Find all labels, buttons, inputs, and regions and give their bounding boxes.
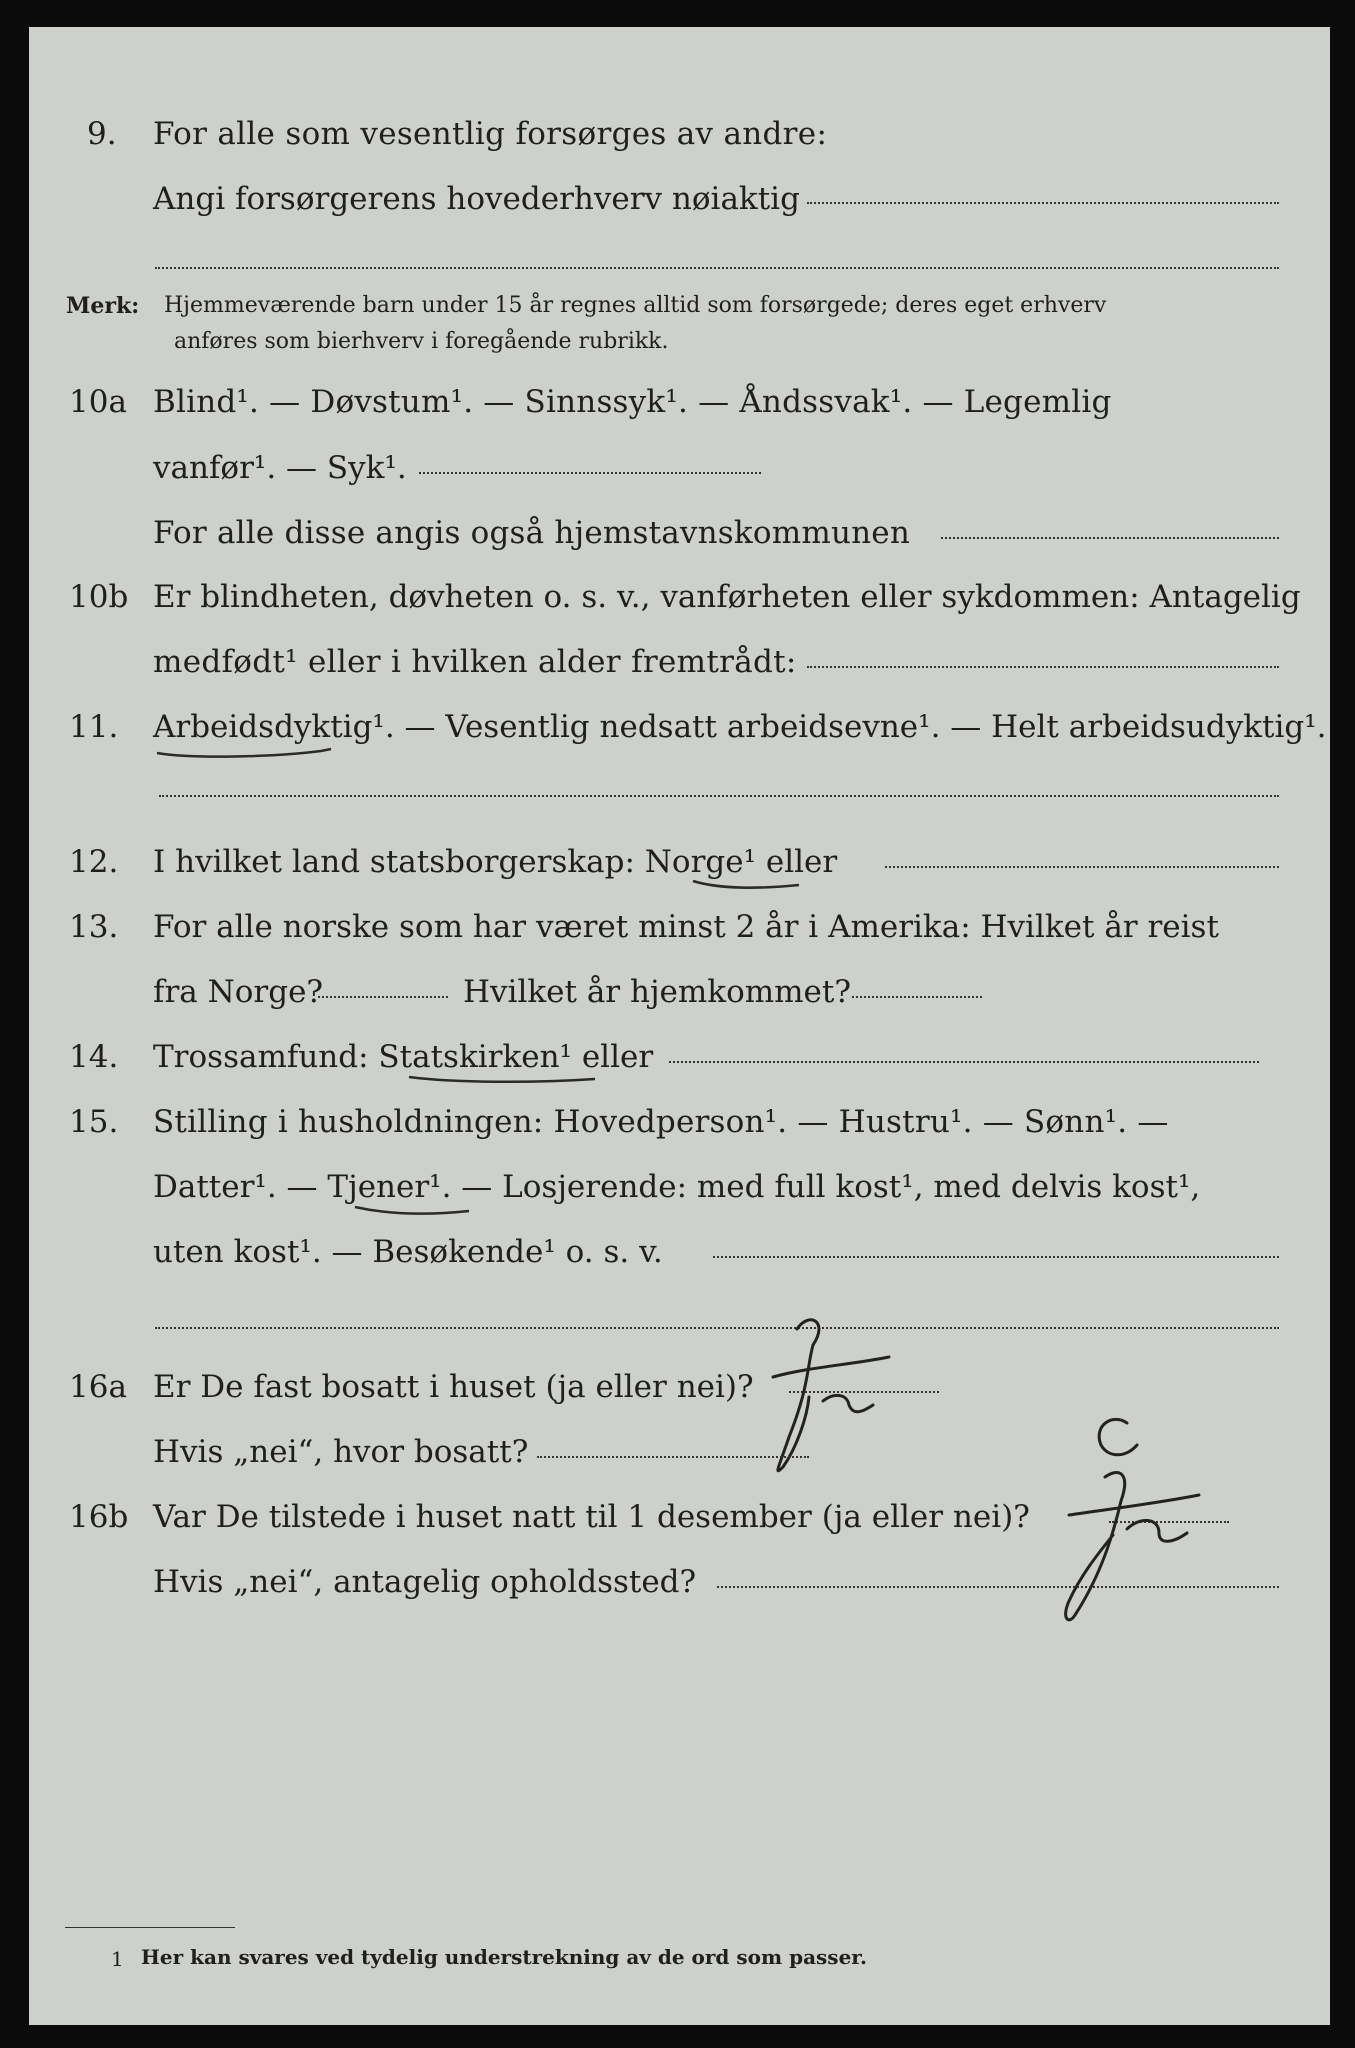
q16b-number: 16b: [69, 1499, 129, 1535]
q12-answer-line[interactable]: [885, 866, 1279, 868]
q9-line2: Angi forsørgerens hovederhverv nøiaktig: [153, 181, 800, 217]
footnote-mark: 1: [111, 1947, 124, 1971]
q13-line1: For alle norske som har været minst 2 år i Amerika: Hvilket år reist: [153, 909, 1219, 945]
q13-reist-answer-line[interactable]: [318, 996, 448, 998]
q10a-kommune-answer-line[interactable]: [941, 537, 1279, 539]
q16b-line2: Hvis „nei“, antagelig opholdssted?: [153, 1564, 697, 1600]
merk-line1: Hjemmeværende barn under 15 år regnes alltid som forsørgede; deres eget erhverv: [164, 293, 1107, 318]
q9-line1: For alle som vesentlig forsørges av andre:: [153, 116, 828, 152]
q16a-line1: Er De fast bosatt i huset (ja eller nei)?: [153, 1369, 754, 1405]
q16a-bosatt-answer-line[interactable]: [537, 1456, 809, 1458]
q11-answer-line[interactable]: [159, 795, 1279, 797]
q15-answer-line-2[interactable]: [155, 1327, 1279, 1329]
q12-underline-stroke: [689, 873, 809, 895]
q14-number: 14.: [69, 1039, 119, 1075]
q15-line1: Stilling i husholdningen: Hovedperson¹. — Hustru¹. — Sønn¹. —: [153, 1104, 1169, 1140]
q15-line3: uten kost¹. — Besøkende¹ o. s. v.: [153, 1234, 663, 1270]
q15-number: 15.: [69, 1104, 119, 1140]
q13-line2a: fra Norge?: [153, 974, 324, 1010]
q16a-line2: Hvis „nei“, hvor bosatt?: [153, 1434, 529, 1470]
merk-label: Merk:: [66, 293, 140, 319]
q10b-line1: Er blindheten, døvheten o. s. v., vanførheten eller sykdommen: Antagelig: [153, 579, 1301, 615]
q12-number: 12.: [69, 844, 119, 880]
q10a-line1: Blind¹. — Døvstum¹. — Sinnssyk¹. — Åndssvak¹. — Legemlig: [153, 384, 1112, 420]
q11-number: 11.: [69, 709, 119, 745]
q12-line1: I hvilket land statsborgerskap: Norge¹ eller: [153, 844, 838, 880]
q10b-number: 10b: [69, 579, 129, 615]
q15-answer-line[interactable]: [713, 1256, 1279, 1258]
q10a-syk-answer-line[interactable]: [419, 472, 761, 474]
q13-number: 13.: [69, 909, 119, 945]
q16b-opholdssted-answer-line[interactable]: [717, 1586, 1279, 1588]
q14-underline-stroke: [405, 1067, 605, 1091]
q9-answer-line[interactable]: [807, 202, 1279, 204]
q14-answer-line[interactable]: [669, 1061, 1259, 1063]
q16a-handwritten-answer: [749, 1297, 909, 1497]
q16b-line1: Var De tilstede i huset natt til 1 desember (ja eller nei)?: [153, 1499, 1030, 1535]
footnote-rule: [65, 1927, 235, 1928]
q9-answer-line-2[interactable]: [155, 267, 1279, 269]
merk-line2: anføres som bierhverv i foregående rubrikk.: [174, 329, 669, 354]
q10b-line2: medfødt¹ eller i hvilken alder fremtrådt:: [153, 644, 797, 680]
q10b-answer-line[interactable]: [807, 666, 1279, 668]
q10a-line3: For alle disse angis også hjemstavnskommunen: [153, 515, 910, 551]
q15-line2: Datter¹. — Tjener¹. — Losjerende: med full kost¹, med delvis kost¹,: [153, 1169, 1201, 1205]
q13-line2b: Hvilket år hjemkommet?: [463, 974, 851, 1010]
q10a-number: 10a: [69, 384, 127, 420]
q14-line1: Trossamfund: Statskirken¹ eller: [153, 1039, 654, 1075]
q9-number: 9.: [87, 116, 117, 152]
q15-underline-stroke: [351, 1199, 481, 1221]
q11-line1: Arbeidsdyktig¹. — Vesentlig nedsatt arbeidsevne¹. — Helt arbeidsudyktig¹.: [153, 709, 1327, 745]
q10a-line2: vanfør¹. — Syk¹.: [153, 450, 407, 486]
q16b-handwritten-answer: [1009, 1405, 1209, 1645]
footnote-text: Her kan svares ved tydelig understrekning av de ord som passer.: [141, 1945, 867, 1969]
census-form-page: [29, 27, 1330, 2025]
q11-underline-stroke: [153, 739, 343, 763]
q13-hjemkommet-answer-line[interactable]: [852, 996, 982, 998]
q16a-number: 16a: [69, 1369, 127, 1405]
